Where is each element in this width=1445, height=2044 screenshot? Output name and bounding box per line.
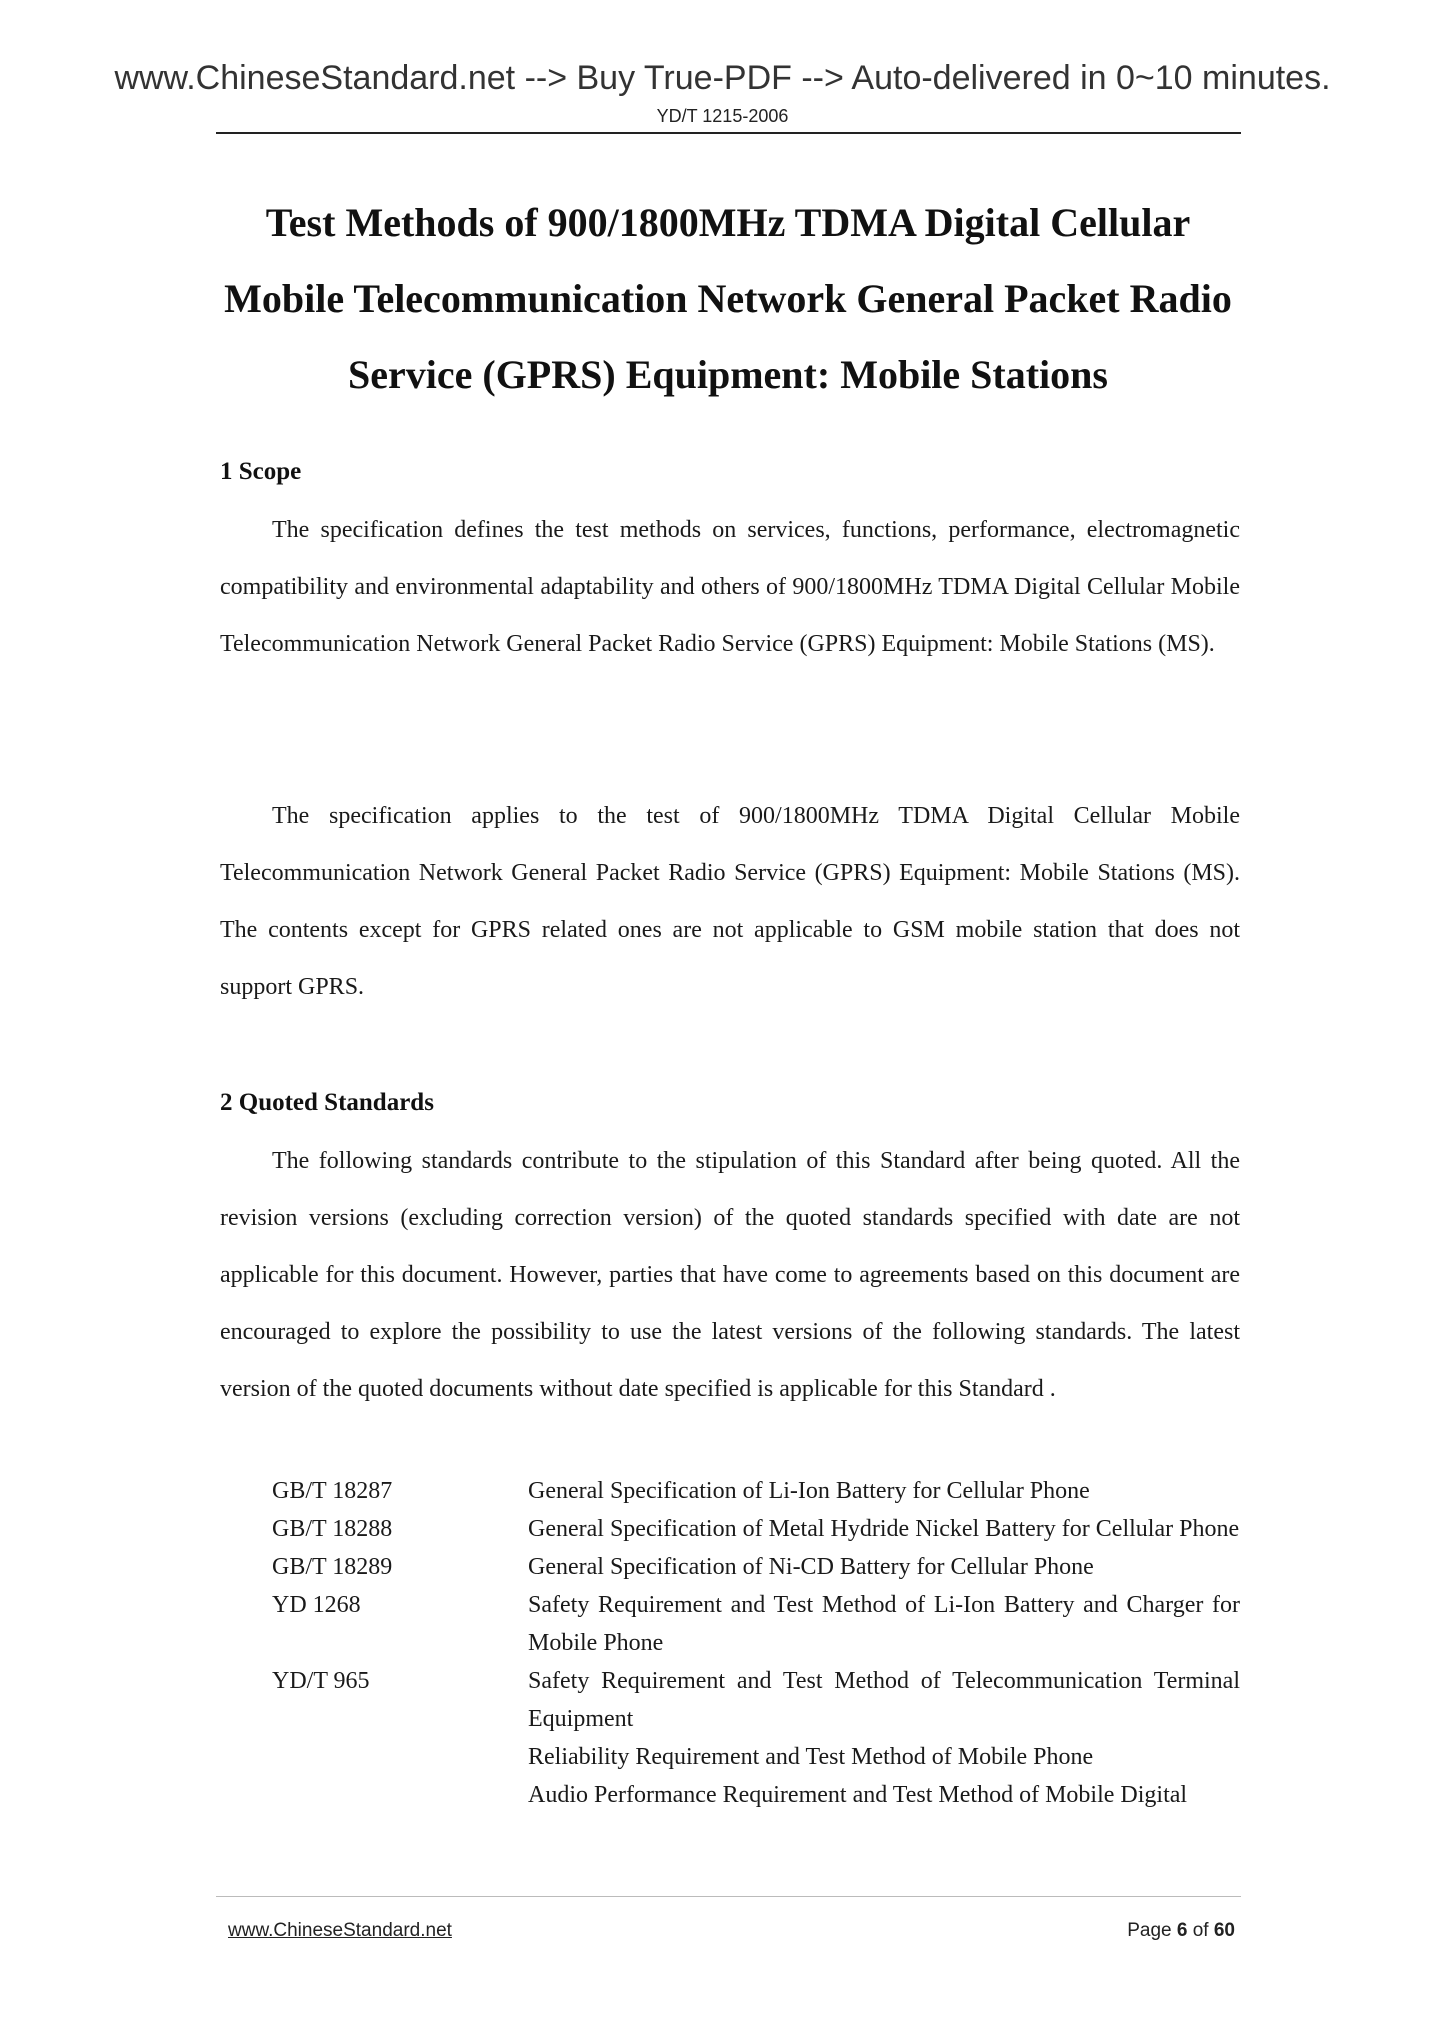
top-banner[interactable]: www.ChineseStandard.net --> Buy True-PDF --> Auto-delivered in 0~10 minutes. — [114, 59, 1331, 97]
reference-item — [272, 1548, 1240, 1586]
page-current: 6 — [1176, 1920, 1188, 1941]
reference-code: YD/T 965 — [272, 1668, 370, 1694]
reference-code — [272, 1738, 528, 1776]
title-line: Mobile Telecommunication Network General Packet Radio — [224, 276, 1232, 321]
scope-heading: 1 Scope — [220, 458, 302, 485]
reference-title: General Specification of Metal Hydride Nickel Battery for Cellular Phone — [528, 1516, 1240, 1542]
quoted-standards-heading: 2 Quoted Standards — [220, 1089, 434, 1116]
standard-code: YD/T 1215-2006 — [656, 106, 789, 126]
reference-code: GB/T 18289 — [272, 1554, 393, 1580]
reference-title: Reliability Requirement and Test Method of Mobile Phone — [528, 1744, 1094, 1770]
header-rule — [216, 132, 1241, 134]
reference-item — [272, 1662, 1240, 1738]
page-total: 60 — [1213, 1920, 1235, 1941]
reference-title: Audio Performance Requirement and Test Method of Mobile Digital — [528, 1782, 1188, 1808]
reference-item — [272, 1586, 1240, 1662]
reference-title: Safety Requirement and Test Method of Li-Ion Battery and Charger for Mobile Phone — [528, 1592, 1240, 1656]
footer-rule — [216, 1896, 1241, 1897]
reference-code — [272, 1776, 528, 1814]
reference-item — [272, 1510, 1240, 1548]
quoted-standards-paragraph: The following standards contribute to the stipulation of this Standard after being quoted. All the revision versions (excluding correction version) of the quoted standards specified with date are not applicable for this document. However, parties that have come to agreements based on this document are encouraged to explore the possibility to use the latest versions of the following standards. The latest version of the quoted documents without date specified is applicable for this Standard . — [220, 1148, 1240, 1402]
reference-title: General Specification of Ni-CD Battery for Cellular Phone — [528, 1554, 1094, 1580]
reference-code: YD 1268 — [272, 1592, 361, 1618]
page-number — [1127, 1920, 1235, 1942]
page-prefix: Page — [1127, 1920, 1177, 1941]
document-title — [200, 185, 1256, 413]
reference-title: Safety Requirement and Test Method of Telecommunication Terminal Equipment — [528, 1668, 1240, 1732]
title-line: Test Methods of 900/1800MHz TDMA Digital Cellular — [265, 200, 1191, 245]
reference-list — [272, 1472, 1240, 1814]
scope-paragraph-1: The specification defines the test methods on services, functions, performance, electromagnetic compatibility and environmental adaptability and others of 900/1800MHz TDMA Digital Cellular Mobile Telecommunication Network General Packet Radio Service (GPRS) Equipment: Mobile Stations (MS). — [220, 517, 1240, 657]
reference-item — [272, 1738, 1240, 1776]
reference-code: GB/T 18288 — [272, 1516, 393, 1542]
reference-item — [272, 1776, 1240, 1814]
reference-code: GB/T 18287 — [272, 1478, 393, 1504]
reference-item — [272, 1472, 1240, 1510]
footer-site-link[interactable]: www.ChineseStandard.net — [228, 1920, 452, 1941]
page-of: of — [1187, 1920, 1214, 1941]
scope-paragraph-2: The specification applies to the test of 900/1800MHz TDMA Digital Cellular Mobile Telecommunication Network General Packet Radio Service (GPRS) Equipment: Mobile Stations (MS). The contents except for GPRS related ones are not applicable to GSM mobile station that does not support GPRS. — [220, 803, 1240, 1000]
title-line: Service (GPRS) Equipment: Mobile Stations — [348, 352, 1108, 397]
reference-title: General Specification of Li-Ion Battery for Cellular Phone — [528, 1478, 1090, 1504]
